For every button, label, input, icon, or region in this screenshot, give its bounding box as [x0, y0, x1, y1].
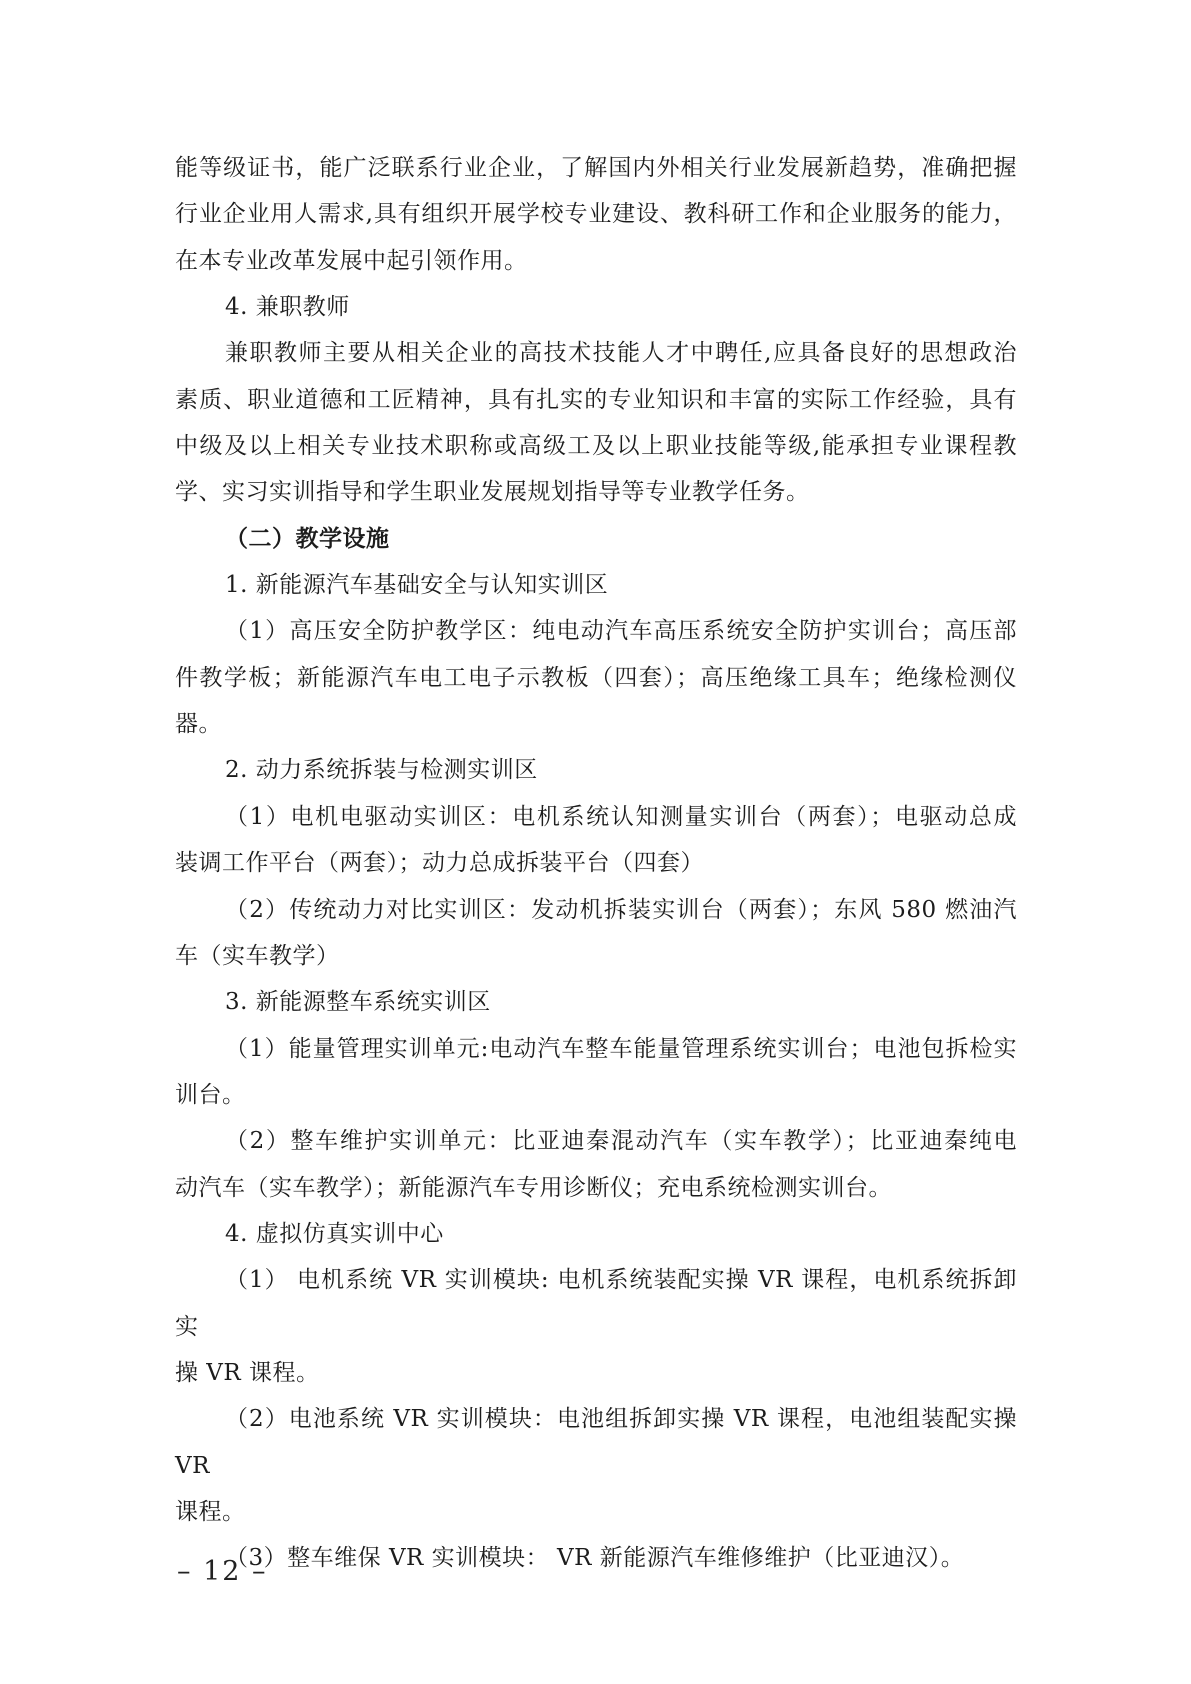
- text-line: （2）传统动力对比实训区：发动机拆装实训台（两套）；东风 580 燃油汽: [225, 896, 1017, 923]
- text-line: （2）电池系统 VR 实训模块：电池组拆卸实操 VR 课程，电池组装配实操 VR: [175, 1406, 1025, 1479]
- section-heading: （二）教学设施: [225, 524, 390, 552]
- text-line: 动汽车（实车教学）；新能源汽车专用诊断仪；充电系统检测实训台。: [175, 1174, 892, 1201]
- text-line: （3）整车维保 VR 实训模块： VR 新能源汽车维修维护（比亚迪汉）。: [225, 1545, 965, 1572]
- text-line: 在本专业改革发展中起引领作用。: [175, 247, 528, 274]
- text-line: 4. 虚拟仿真实训中心: [225, 1220, 444, 1247]
- page-number: – 12 –: [177, 1556, 268, 1587]
- text-line: 行业企业用人需求,具有组织开展学校专业建设、教科研工作和企业服务的能力，: [175, 201, 1017, 228]
- text-line: 学、实习实训指导和学生职业发展规划指导等专业教学任务。: [175, 479, 810, 506]
- text-line: 素质、职业道德和工匠精神，具有扎实的专业知识和丰富的实际工作经验，具有: [175, 386, 1017, 413]
- text-line: 课程。: [175, 1498, 246, 1525]
- text-line: （1）电机电驱动实训区：电机系统认知测量实训台（两套）；电驱动总成: [225, 803, 1017, 830]
- text-line: 训台。: [175, 1081, 246, 1108]
- text-line: 件教学板；新能源汽车电工电子示教板（四套）；高压绝缘工具车；绝缘检测仪: [175, 664, 1017, 691]
- text-line: 车（实车教学）: [175, 942, 340, 969]
- text-line: 能等级证书，能广泛联系行业企业，了解国内外相关行业发展新趋势，准确把握: [175, 155, 1017, 181]
- text-line: 装调工作平台（两套）；动力总成拆装平台（四套）: [175, 850, 704, 877]
- text-line: 中级及以上相关专业技术职称或高级工及以上职业技能等级,能承担专业课程教: [175, 433, 1017, 460]
- text-line: 1. 新能源汽车基础安全与认知实训区: [225, 572, 609, 599]
- text-line: （1）高压安全防护教学区：纯电动汽车高压系统安全防护实训台；高压部: [225, 618, 1017, 645]
- text-line: 3. 新能源整车系统实训区: [225, 989, 491, 1016]
- text-line: 器。: [175, 711, 222, 738]
- text-line: 4. 兼职教师: [225, 294, 350, 321]
- text-line: （1） 电机系统 VR 实训模块: 电机系统装配实操 VR 课程，电机系统拆卸实: [175, 1267, 1017, 1340]
- text-body: [175, 145, 1025, 1582]
- text-line: 2. 动力系统拆装与检测实训区: [225, 757, 538, 784]
- text-line: （1）能量管理实训单元:电动汽车整车能量管理系统实训台；电池包拆检实: [225, 1035, 1017, 1062]
- text-line: 兼职教师主要从相关企业的高技术技能人才中聘任,应具备良好的思想政治: [225, 340, 1017, 367]
- text-line: （2）整车维护实训单元：比亚迪秦混动汽车（实车教学）；比亚迪秦纯电: [225, 1128, 1017, 1155]
- text-line: 操 VR 课程。: [175, 1359, 320, 1386]
